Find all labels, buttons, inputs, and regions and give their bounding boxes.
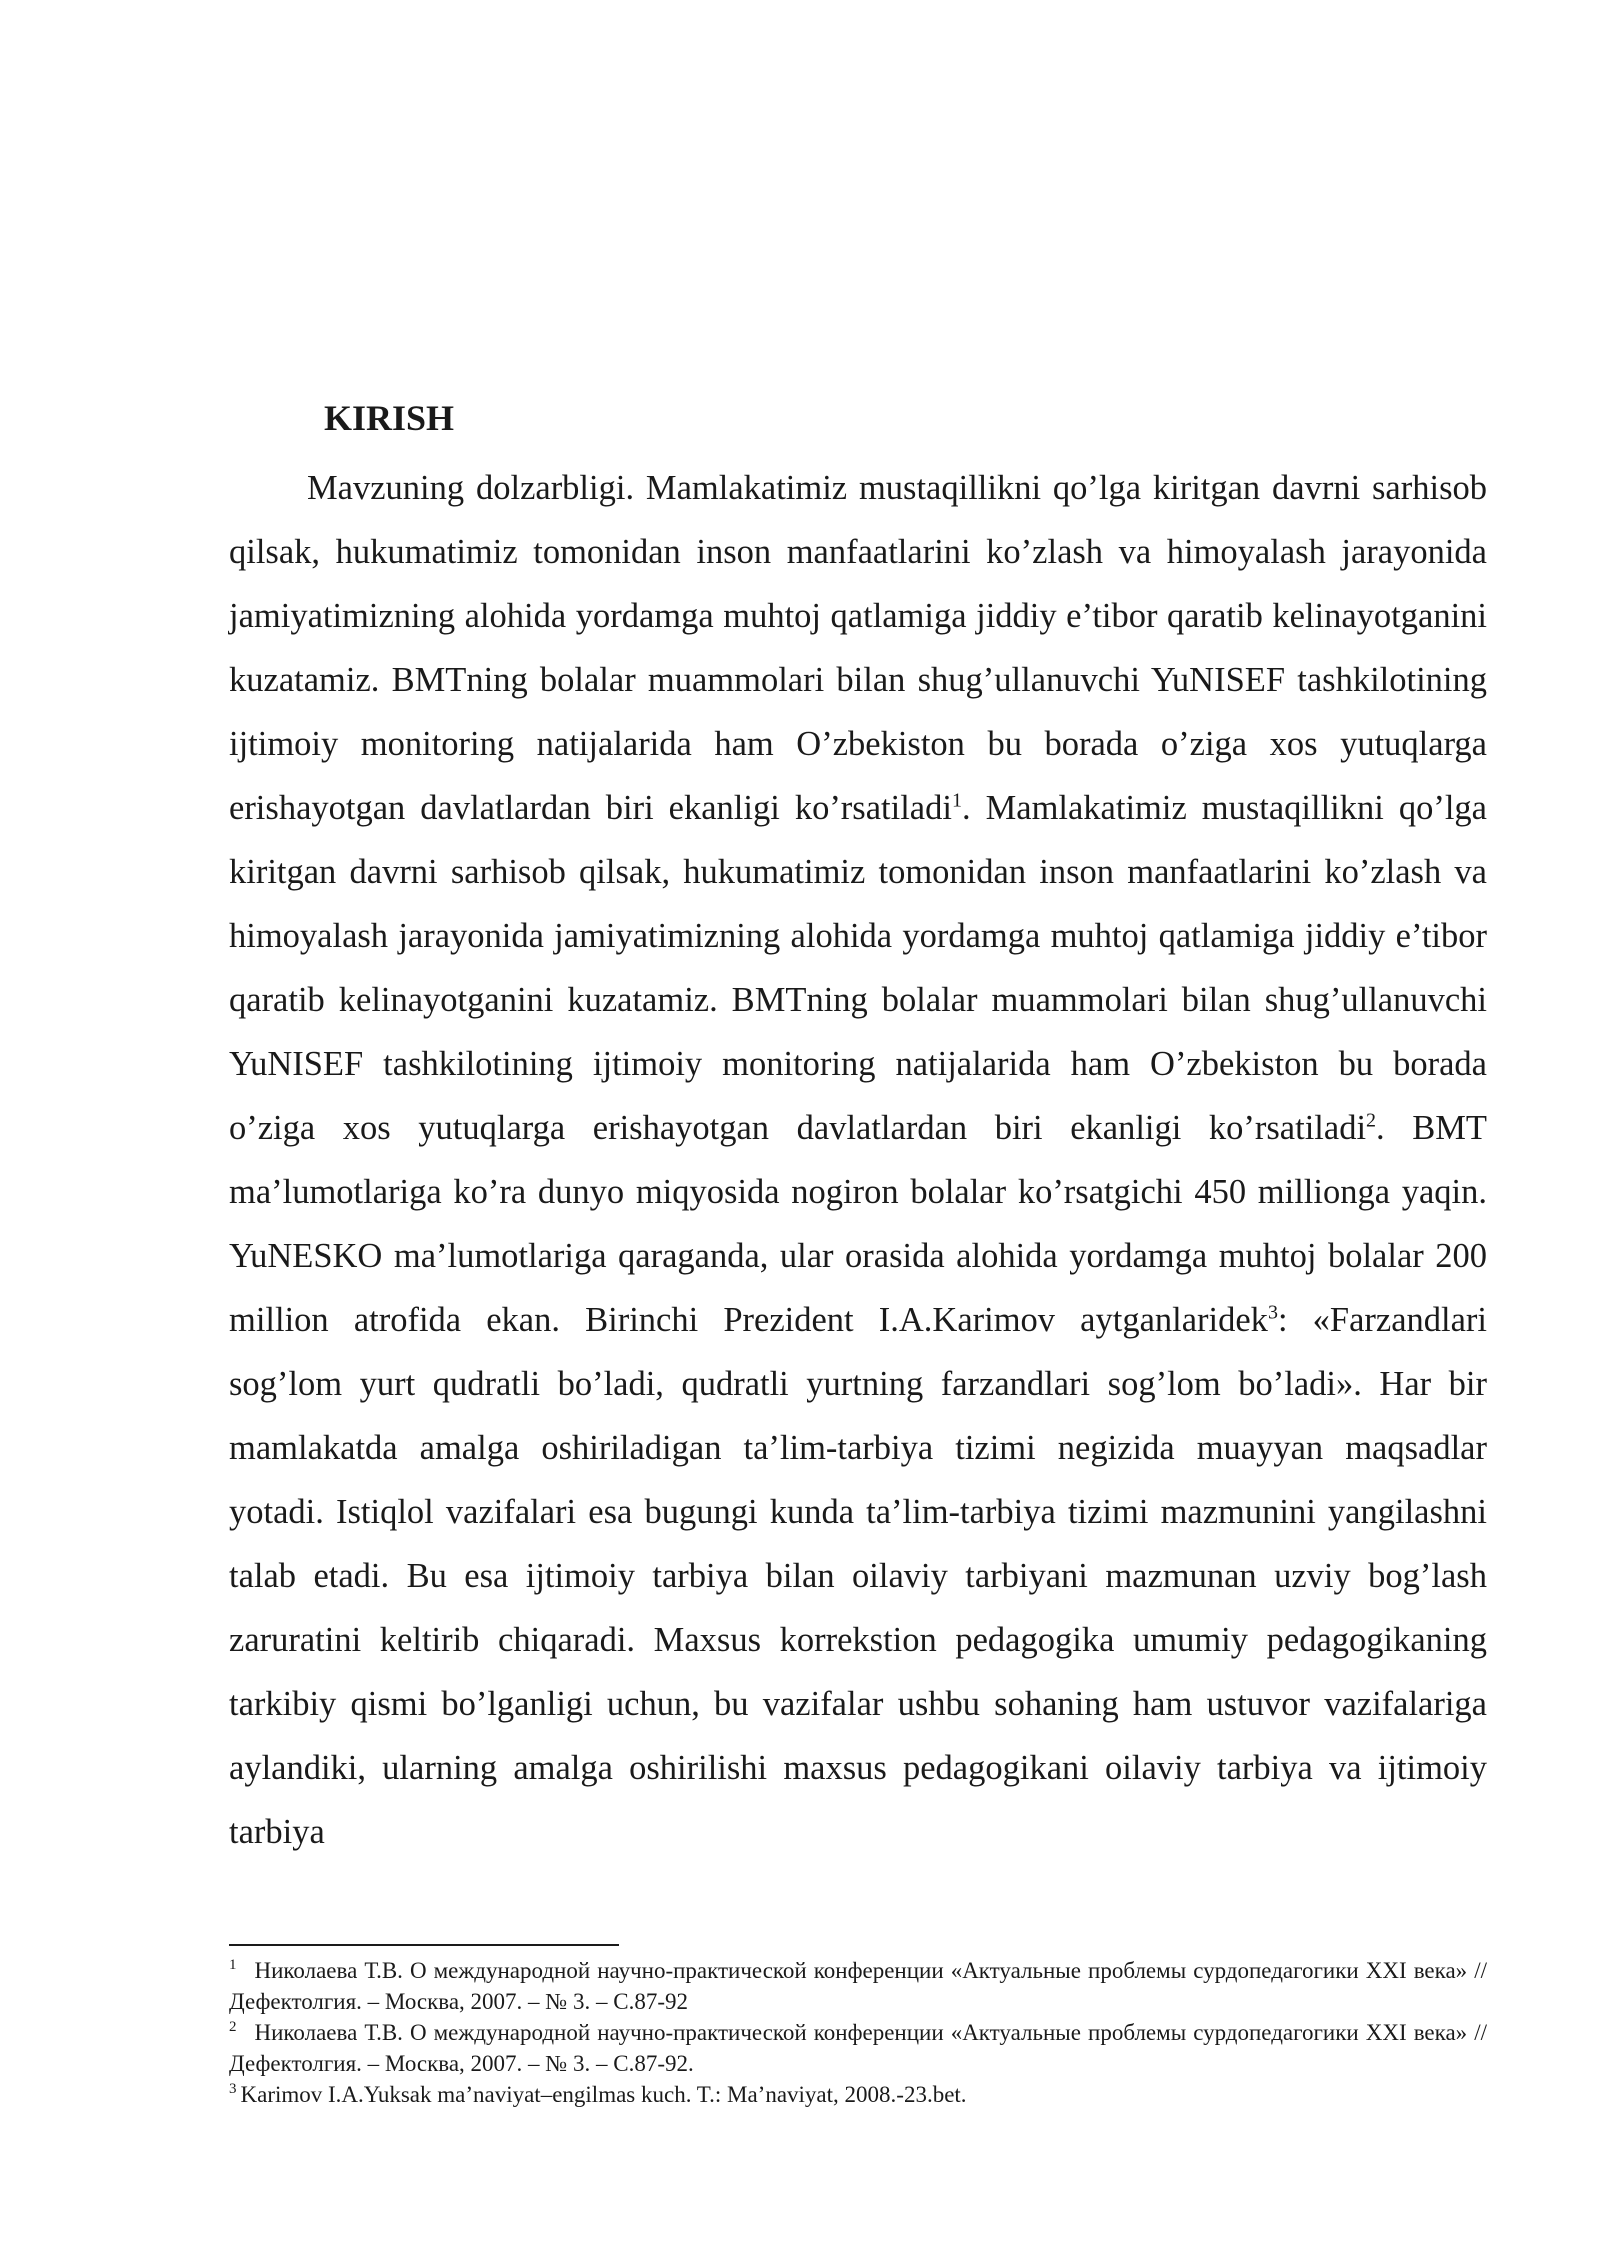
footnote-ref[interactable]: 1 bbox=[951, 789, 962, 812]
footnote-ref[interactable]: 3 bbox=[1267, 1301, 1278, 1324]
paragraph-text: . BMT ma’lumotlariga ko’ra dunyo miqyosida nogiron bolalar ko’rsatgichi 450 millionga yaqin. YuNESKO ma’lumotlariga qaraganda, ular orasida alohida yordamga muhtoj bolalar 200 million atrofida ekan. Birinchi Prezident I.A.Karimov aytganlaridek bbox=[229, 1109, 1487, 1339]
intro-paragraph bbox=[229, 456, 1487, 1864]
footnotes bbox=[229, 1955, 1487, 2110]
body-text bbox=[229, 456, 1487, 1864]
paragraph-text: : «Farzandlari sog’lom yurt qudratli bo’ladi, qudratli yurtning farzandlari sog’lom bo’ladi». Har bir mamlakatda amalga oshiriladigan ta’lim-tarbiya tizimi negizida muayyan maqsadlar yotadi. Istiqlol vazifalari esa bugungi kunda ta’lim-tarbiya tizimi mazmunini yangilashni talab etadi. Bu esa ijtimoiy tarbiya bilan oilaviy tarbiyani mazmunan uzviy bog’lash zaruratini keltirib chiqaradi. Maxsus korrekstion pedagogika umumiy pedagogikaning tarkibiy qismi bo’lganligi uchun, bu vazifalar ushbu sohaning ham ustuvor vazifalariga aylandiki, ularning amalga oshirilishi maxsus pedagogikani oilaviy tarbiya va ijtimoiy tarbiya bbox=[229, 1301, 1487, 1851]
footnote-text: Николаева Т.В. О международной научно-практической конференции «Актуальные проблемы сурдопедагогики XXI века» // Дефектолгия. – Москва, 2007. – № 3. – С.87-92. bbox=[229, 2020, 1487, 2076]
footnote-3: $^3$ Karimov I.A.Yuksak ma’naviyat–engilmas kuch. T.: Ma’naviyat, 2008.-23.bet. bbox=[229, 2081, 967, 2107]
paragraph-text: . Mamlakatimiz mustaqillikni qo’lga kiritgan davrni sarhisob qilsak, hukumatimiz tomonidan inson manfaatlarini ko’zlash va himoyalash jarayonida jamiyatimizning alohida yordamga muhtoj qatlamiga jiddiy e’tibor qaratib kelinayotganini kuzatamiz. BMTning bolalar muammolari bilan shug’ullanuvchi YuNISEF tashkilotining ijtimoiy monitoring natijalarida ham O’zbekiston bu borada o’ziga xos yutuqlarga erishayotgan davlatlardan biri ekanligi ko’rsatiladi bbox=[229, 789, 1487, 1147]
section-heading: KIRISH bbox=[324, 398, 455, 438]
footnote-ref[interactable]: 2 bbox=[1366, 1109, 1377, 1132]
paragraph-text: Mavzuning dolzarbligi. Mamlakatimiz mustaqillikni qo’lga kiritgan davrni sarhisob qilsak, hukumatimiz tomonidan inson manfaatlarini ko’zlash va himoyalash jarayonida jamiyatimizning alohida yordamga muhtoj qatlamiga jiddiy e’tibor qaratib kelinayotganini kuzatamiz. BMTning bolalar muammolari bilan shug’ullanuvchi YuNISEF tashkilotining ijtimoiy monitoring natijalarida ham O’zbekiston bu borada o’ziga xos yutuqlarga erishayotgan davlatlardan biri ekanligi ko’rsatiladi bbox=[229, 469, 1487, 827]
footnote-2: $^2$ Николаева Т.В. О международной научно-практической конференции «Актуальные проблемы сурдопедагогики XXI века» // Дефектолгия. – Москва, 2007. – № 3. – С.87-92. bbox=[229, 2019, 1487, 2076]
footnote-1: $^1$ Николаева Т.В. О международной научно-практической конференции «Актуальные проблемы сурдопедагогики XXI века» // Дефектолгия. – Москва, 2007. – № 3. – С.87-92 bbox=[229, 1957, 1487, 2014]
footnote-text: Николаева Т.В. О международной научно-практической конференции «Актуальные проблемы сурдопедагогики XXI века» // Дефектолгия. – Москва, 2007. – № 3. – С.87-92 bbox=[229, 1958, 1487, 2014]
footnote-text: Karimov I.A.Yuksak ma’naviyat–engilmas kuch. T.: Ma’naviyat, 2008.-23.bet. bbox=[240, 2082, 967, 2107]
footnote-separator bbox=[229, 1944, 619, 1946]
